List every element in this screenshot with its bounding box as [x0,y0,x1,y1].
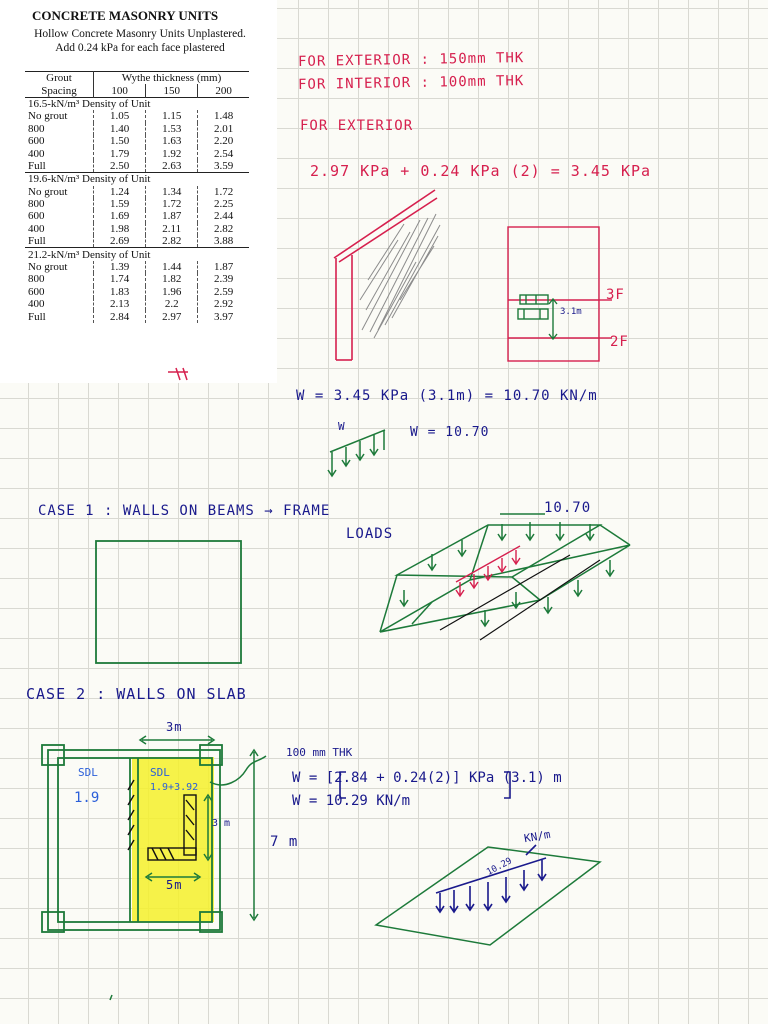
density-heading: 16.5-kN/m³ Density of Unit [25,97,249,110]
calc-exterior-load: 2.97 KPa + 0.24 KPa (2) = 3.45 KPa [310,162,652,180]
table-cell: 2.50 [94,160,146,173]
row-label: 800 [28,198,45,211]
table-cell: 1.63 [146,135,198,147]
case1-load-value: 10.70 [544,500,592,516]
slab-load-unit: KN/m [523,827,552,846]
table-cell: 2.59 [198,286,249,298]
table-title: CONCRETE MASONRY UNITS [32,8,219,23]
dim-5m: 5m [166,878,183,892]
table-cell: 1.87 [146,210,198,222]
line-load-calc: W = 3.45 KPa (3.1m) = 10.70 KN/m [296,388,598,404]
row-label: No grout [28,185,68,198]
row-label: 400 [28,298,45,311]
density-heading: 19.6-kN/m³ Density of Unit [25,173,249,186]
line-load-w: W [338,420,346,433]
table-cell: 1.92 [146,147,198,159]
table-cell: 2.69 [94,235,146,248]
row-label: 400 [28,222,45,235]
table-cell: 1.72 [198,186,249,198]
height-label: 3.1m [560,307,582,317]
table-cell: 1.50 [94,135,146,147]
table-cell: 2.01 [198,123,249,135]
table-cell: 2.82 [146,235,198,248]
table-cell: 2.13 [94,298,146,310]
row-label: 600 [28,285,45,298]
sdl-right-label: SDL [150,766,170,779]
density-heading: 21.2-kN/m³ Density of Unit [25,248,249,261]
row-label: Full [28,159,46,172]
w2-formula: W = [2.84 + 0.24(2)] KPa (3.1) m [292,770,562,786]
floor-label-2f: 2F [610,334,629,350]
table-cell: 1.69 [94,210,146,222]
table-cell: 2.92 [198,298,249,310]
line-load-arrows [328,430,385,476]
column-header: 200 [215,84,232,97]
case1-subtitle: LOADS [346,526,394,542]
table-cell: 1.39 [94,261,146,273]
row-label: No grout [28,110,68,123]
wall-block-symbol [518,295,557,339]
table-cell: 2.63 [146,160,198,173]
line-load-result: W = 10.70 [410,425,490,440]
column-header: 100 [94,84,146,97]
row-label: Full [28,235,46,248]
table-cell: 1.34 [146,186,198,198]
column-header: 150 [146,84,198,97]
table-cell: 3.59 [198,160,249,173]
table-cell: 1.72 [146,198,198,210]
table-cell: 1.24 [94,186,146,198]
table-cell: 1.44 [146,261,198,273]
sdl-left-value: 1.9 [74,790,100,806]
case1-frame-perspective [380,514,630,632]
table-description: Hollow Concrete Masonry Units Unplastered. Add 0.24 kPa for each face plastered [34,28,246,54]
row-label: 600 [28,210,45,223]
red-tick-mark [168,368,188,380]
row-label: No grout [28,261,68,274]
table-cell: 2.44 [198,210,249,222]
table-cell: 1.48 [198,110,249,122]
floor-label-3f: 3F [606,287,625,303]
table-cell: 1.83 [94,286,146,298]
table-cell: 2.25 [198,198,249,210]
row-label: 600 [28,135,45,148]
dim-3m-top: 3m [166,720,183,734]
row-label: Full [28,310,46,323]
table-cell: 1.87 [198,261,249,273]
sdl-left-label: SDL [78,766,98,779]
note-exterior-thickness: FOR EXTERIOR : 150mm THK [297,50,525,70]
table-cell: 1.15 [146,110,198,122]
w2-result: W = 10.29 KN/m [292,793,411,809]
table-cell: 2.11 [146,223,198,235]
table-cell: 1.98 [94,223,146,235]
table-cell: 1.53 [146,123,198,135]
slab-load-value: 10.29 [485,856,514,878]
dim-7m: 7 m [270,834,299,850]
slab-load-arrows [436,845,546,912]
note-for-exterior: FOR EXTERIOR [300,118,414,134]
row-label: 800 [28,122,45,135]
table-cell: 1.96 [146,286,198,298]
table-cell: 2.82 [198,223,249,235]
table-cell: 1.74 [94,273,146,285]
header-wythe: Wythe thickness (mm) [94,72,250,85]
header-spacing: Spacing [25,84,94,97]
sdl-right-value: 1.9+3.92 [150,782,199,793]
table-cell: 3.88 [198,235,249,248]
table-cell: 1.40 [94,123,146,135]
header-grout: Grout [25,72,94,85]
table-cell: 2.54 [198,147,249,159]
table-cell: 1.05 [94,110,146,122]
thickness-100mm: 100 mm THK [286,746,353,759]
table-cell: 2.20 [198,135,249,147]
case1-title: CASE 1 : WALLS ON BEAMS → FRAME [38,503,331,519]
table-cell: 1.82 [146,273,198,285]
dim-3m-vertical: 3 m [212,818,231,829]
beam-lines [440,555,600,640]
note-interior-thickness: FOR INTERIOR : 100mm THK [297,73,525,93]
case2-title: CASE 2 : WALLS ON SLAB [26,685,247,703]
table-cell: 1.79 [94,147,146,159]
elevation-sketch [508,227,612,361]
table-cell: 2.39 [198,273,249,285]
table-cell: 2.97 [146,310,198,322]
row-label: 400 [28,147,45,160]
table-cell: 2.2 [146,298,198,310]
table-cell: 2.84 [94,310,146,322]
row-label: 800 [28,273,45,286]
table-cell: 3.97 [198,310,249,322]
case1-plan [96,541,241,663]
table-cell: 1.59 [94,198,146,210]
